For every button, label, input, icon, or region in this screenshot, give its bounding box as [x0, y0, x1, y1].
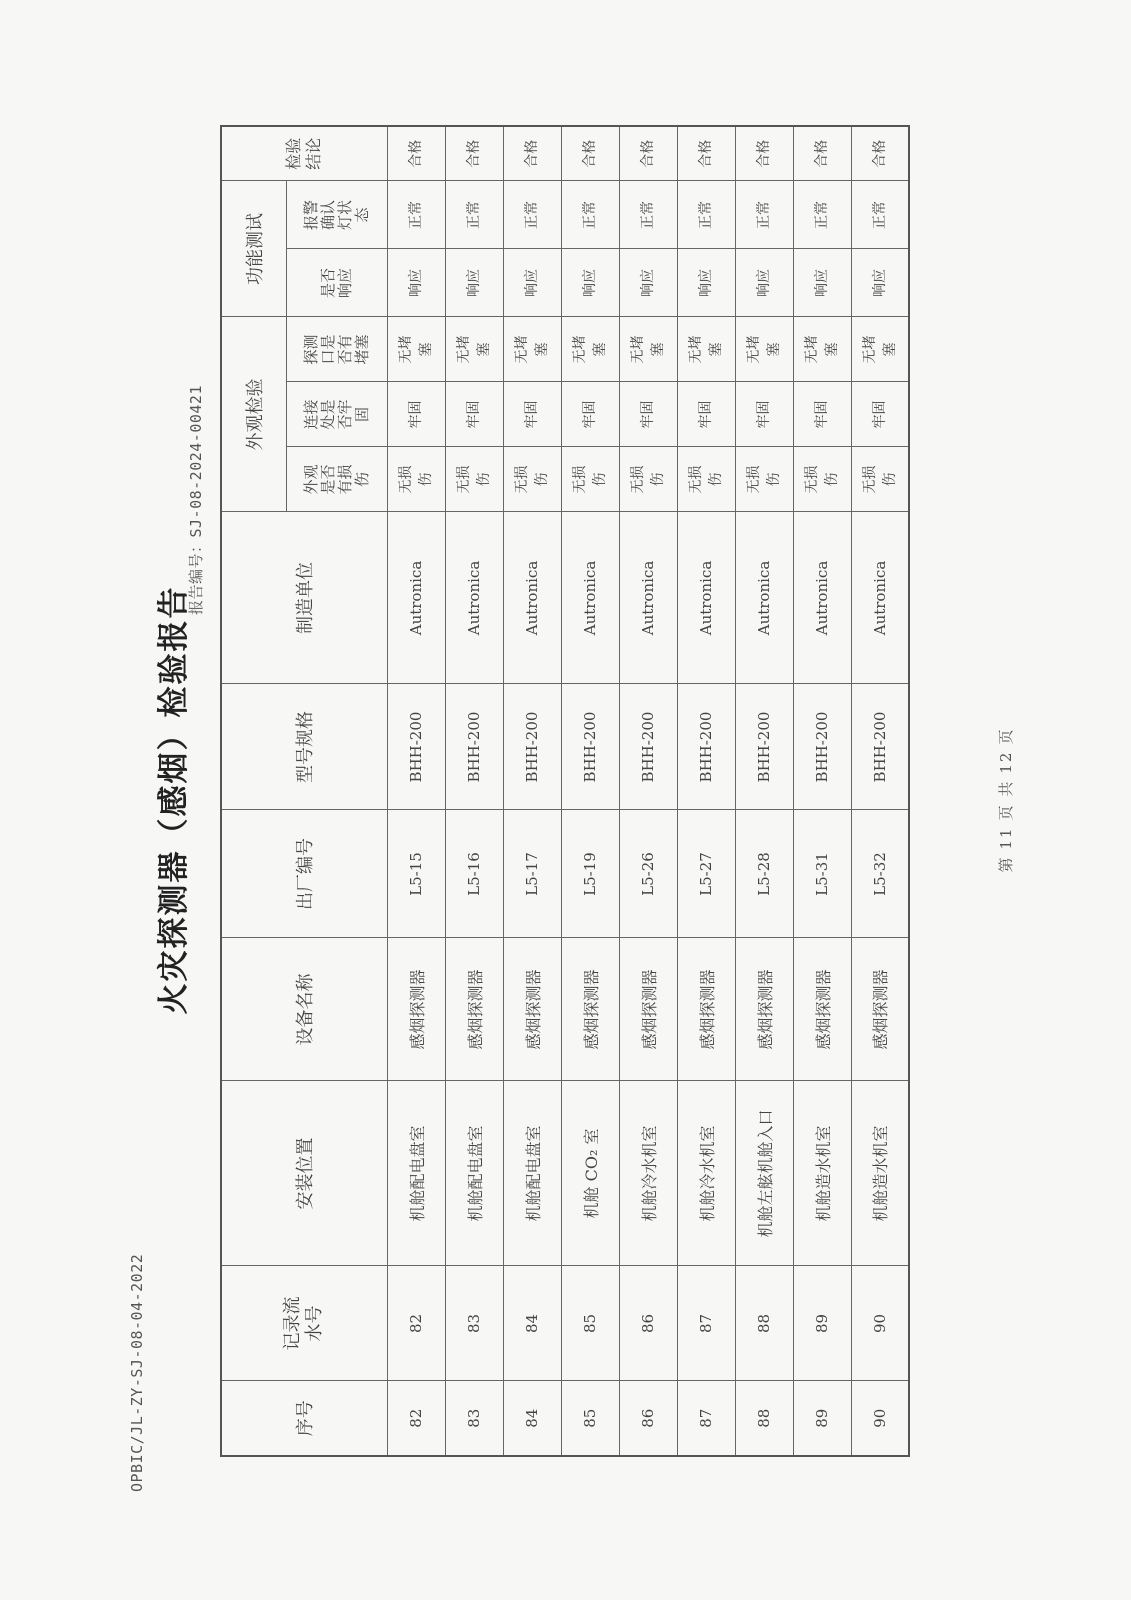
cell-response: 响应	[387, 249, 445, 317]
cell-damage: 无损伤	[503, 447, 561, 512]
cell-factory-no: L5-26	[619, 810, 677, 938]
cell-model: BHH-200	[445, 684, 503, 810]
cell-seq: 89	[793, 1381, 851, 1456]
table-row	[677, 126, 735, 1456]
cell-conclusion: 合格	[503, 126, 561, 181]
page-current: 11	[997, 826, 1015, 850]
cell-model: BHH-200	[619, 684, 677, 810]
cell-location: 机舱配电盘室	[503, 1081, 561, 1266]
table-row	[387, 126, 445, 1456]
cell-connection: 牢固	[619, 382, 677, 447]
cell-location: 机舱配电盘室	[445, 1081, 503, 1266]
cell-factory-no: L5-15	[387, 810, 445, 938]
cell-device-name: 感烟探测器	[387, 938, 445, 1081]
cell-blocked: 无堵塞	[735, 317, 793, 382]
cell-damage: 无损伤	[677, 447, 735, 512]
cell-record-no: 85	[561, 1266, 619, 1381]
cell-device-name: 感烟探测器	[677, 938, 735, 1081]
cell-seq: 83	[445, 1381, 503, 1456]
cell-blocked: 无堵塞	[793, 317, 851, 382]
cell-seq: 86	[619, 1381, 677, 1456]
header-factory-no: 出厂编号	[221, 810, 387, 938]
report-number	[185, 385, 206, 615]
header-manufacturer: 制造单位	[221, 512, 387, 684]
cell-record-no: 87	[677, 1266, 735, 1381]
page-prefix: 第	[997, 855, 1015, 873]
cell-connection: 牢固	[793, 382, 851, 447]
cell-response: 响应	[445, 249, 503, 317]
cell-manufacturer: Autronica	[677, 512, 735, 684]
cell-device-name: 感烟探测器	[561, 938, 619, 1081]
page-suffix: 页	[997, 727, 1015, 745]
cell-record-no: 86	[619, 1266, 677, 1381]
cell-model: BHH-200	[677, 684, 735, 810]
cell-response: 响应	[793, 249, 851, 317]
cell-connection: 牢固	[735, 382, 793, 447]
header-seq: 序号	[221, 1381, 387, 1456]
header-alarm-light: 报警确认灯状态	[286, 181, 387, 249]
cell-damage: 无损伤	[387, 447, 445, 512]
cell-manufacturer: Autronica	[619, 512, 677, 684]
cell-blocked: 无堵塞	[561, 317, 619, 382]
cell-connection: 牢固	[851, 382, 909, 447]
cell-factory-no: L5-27	[677, 810, 735, 938]
cell-location: 机舱左舷机舱入口	[735, 1081, 793, 1266]
cell-conclusion: 合格	[387, 126, 445, 181]
cell-conclusion: 合格	[445, 126, 503, 181]
cell-seq: 87	[677, 1381, 735, 1456]
header-record-no: 记录流水号	[221, 1266, 387, 1381]
cell-alarm-light: 正常	[793, 181, 851, 249]
table-row	[445, 126, 503, 1456]
cell-response: 响应	[561, 249, 619, 317]
cell-damage: 无损伤	[851, 447, 909, 512]
cell-response: 响应	[677, 249, 735, 317]
cell-response: 响应	[735, 249, 793, 317]
cell-factory-no: L5-32	[851, 810, 909, 938]
cell-connection: 牢固	[503, 382, 561, 447]
cell-conclusion: 合格	[851, 126, 909, 181]
cell-record-no: 84	[503, 1266, 561, 1381]
cell-device-name: 感烟探测器	[503, 938, 561, 1081]
cell-blocked: 无堵塞	[851, 317, 909, 382]
cell-device-name: 感烟探测器	[793, 938, 851, 1081]
cell-model: BHH-200	[561, 684, 619, 810]
cell-device-name: 感烟探测器	[445, 938, 503, 1081]
cell-conclusion: 合格	[561, 126, 619, 181]
header-response: 是否响应	[286, 249, 387, 317]
cell-seq: 88	[735, 1381, 793, 1456]
document-code: OPBIC/JL-ZY-SJ-08-04-2022	[128, 1253, 146, 1492]
cell-blocked: 无堵塞	[387, 317, 445, 382]
cell-factory-no: L5-28	[735, 810, 793, 938]
cell-location: 机舱冷水机室	[677, 1081, 735, 1266]
cell-alarm-light: 正常	[561, 181, 619, 249]
cell-location: 机舱配电盘室	[387, 1081, 445, 1266]
cell-conclusion: 合格	[735, 126, 793, 181]
cell-seq: 82	[387, 1381, 445, 1456]
cell-record-no: 82	[387, 1266, 445, 1381]
page-title: 火灾探测器（感烟）检验报告	[156, 585, 192, 1015]
table-row	[851, 126, 909, 1456]
cell-factory-no: L5-16	[445, 810, 503, 938]
cell-alarm-light: 正常	[619, 181, 677, 249]
header-appearance: 外观检验	[221, 317, 286, 512]
cell-location: 机舱冷水机室	[619, 1081, 677, 1266]
cell-manufacturer: Autronica	[851, 512, 909, 684]
cell-connection: 牢固	[561, 382, 619, 447]
cell-response: 响应	[503, 249, 561, 317]
cell-manufacturer: Autronica	[561, 512, 619, 684]
cell-damage: 无损伤	[445, 447, 503, 512]
cell-location: 机舱造水机室	[793, 1081, 851, 1266]
cell-location: 机舱 CO₂ 室	[561, 1081, 619, 1266]
cell-location: 机舱造水机室	[851, 1081, 909, 1266]
cell-alarm-light: 正常	[851, 181, 909, 249]
table-row	[735, 126, 793, 1456]
cell-device-name: 感烟探测器	[851, 938, 909, 1081]
cell-model: BHH-200	[503, 684, 561, 810]
cell-alarm-light: 正常	[445, 181, 503, 249]
cell-connection: 牢固	[677, 382, 735, 447]
header-probe-blocked: 探测口是否有堵塞	[286, 317, 387, 382]
cell-alarm-light: 正常	[677, 181, 735, 249]
header-function-test: 功能测试	[221, 181, 286, 317]
inspection-table	[220, 125, 910, 1457]
cell-damage: 无损伤	[561, 447, 619, 512]
cell-record-no: 83	[445, 1266, 503, 1381]
cell-seq: 90	[851, 1381, 909, 1456]
header-row-1	[221, 126, 286, 1456]
cell-seq: 85	[561, 1381, 619, 1456]
cell-conclusion: 合格	[619, 126, 677, 181]
header-model: 型号规格	[221, 684, 387, 810]
table-row	[503, 126, 561, 1456]
cell-record-no: 88	[735, 1266, 793, 1381]
cell-seq: 84	[503, 1381, 561, 1456]
cell-manufacturer: Autronica	[445, 512, 503, 684]
page-mid: 页 共	[997, 779, 1015, 821]
page-number	[995, 0, 1016, 1600]
cell-conclusion: 合格	[677, 126, 735, 181]
header-device-name: 设备名称	[221, 938, 387, 1081]
cell-record-no: 89	[793, 1266, 851, 1381]
cell-manufacturer: Autronica	[793, 512, 851, 684]
cell-manufacturer: Autronica	[387, 512, 445, 684]
cell-alarm-light: 正常	[387, 181, 445, 249]
cell-blocked: 无堵塞	[619, 317, 677, 382]
cell-factory-no: L5-17	[503, 810, 561, 938]
cell-model: BHH-200	[735, 684, 793, 810]
table-row	[793, 126, 851, 1456]
table-row	[561, 126, 619, 1456]
cell-blocked: 无堵塞	[677, 317, 735, 382]
cell-blocked: 无堵塞	[445, 317, 503, 382]
cell-blocked: 无堵塞	[503, 317, 561, 382]
cell-record-no: 90	[851, 1266, 909, 1381]
report-number-value: SJ-08-2024-00421	[187, 385, 205, 538]
cell-damage: 无损伤	[735, 447, 793, 512]
cell-connection: 牢固	[387, 382, 445, 447]
header-conclusion: 检验结论	[221, 126, 387, 181]
cell-damage: 无损伤	[619, 447, 677, 512]
cell-conclusion: 合格	[793, 126, 851, 181]
cell-factory-no: L5-31	[793, 810, 851, 938]
header-location: 安装位置	[221, 1081, 387, 1266]
cell-device-name: 感烟探测器	[619, 938, 677, 1081]
cell-device-name: 感烟探测器	[735, 938, 793, 1081]
cell-manufacturer: Autronica	[735, 512, 793, 684]
header-connection: 连接处是否牢固	[286, 382, 387, 447]
cell-response: 响应	[619, 249, 677, 317]
cell-connection: 牢固	[445, 382, 503, 447]
cell-manufacturer: Autronica	[503, 512, 561, 684]
cell-damage: 无损伤	[793, 447, 851, 512]
cell-factory-no: L5-19	[561, 810, 619, 938]
cell-alarm-light: 正常	[503, 181, 561, 249]
cell-model: BHH-200	[793, 684, 851, 810]
cell-alarm-light: 正常	[735, 181, 793, 249]
header-appearance-damage: 外观是否有损伤	[286, 447, 387, 512]
cell-response: 响应	[851, 249, 909, 317]
cell-model: BHH-200	[851, 684, 909, 810]
page-total: 12	[997, 750, 1015, 774]
report-number-label: 报告编号：	[187, 537, 205, 616]
table-row	[619, 126, 677, 1456]
cell-model: BHH-200	[387, 684, 445, 810]
